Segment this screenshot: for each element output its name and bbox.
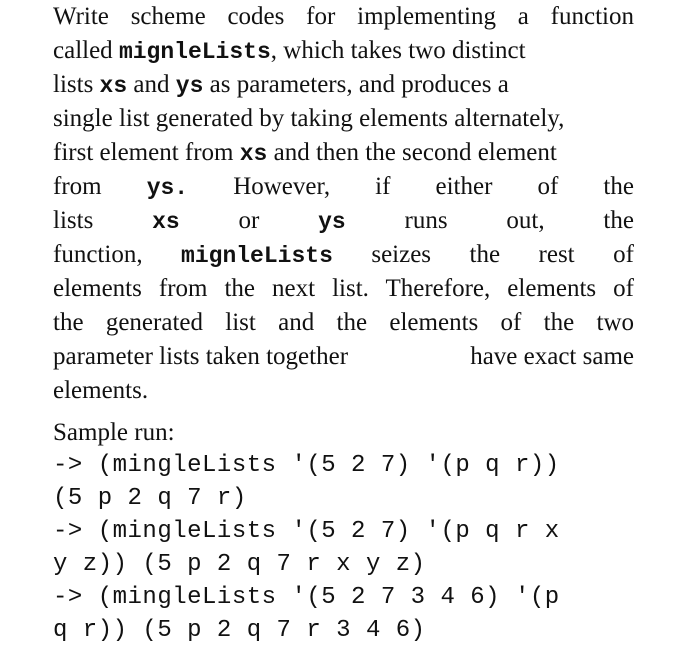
word: the [603, 207, 634, 234]
word: of [613, 241, 634, 268]
text: lists [53, 71, 100, 98]
word: function, [53, 241, 143, 268]
text-line-7 [53, 204, 634, 238]
text: and [127, 71, 176, 98]
text-line-9 [53, 272, 634, 306]
document [53, 0, 634, 647]
param-ys-code: ys [175, 73, 204, 99]
code-line: -> (mingleLists '(5 2 7 3 4 6) '(p [53, 584, 560, 611]
text-line-2 [53, 34, 634, 68]
text-line-3 [53, 68, 634, 102]
sample-run-heading: Sample run: [53, 419, 175, 446]
word: or [238, 207, 260, 234]
text: the generated list and the elements of the two [53, 309, 634, 336]
text-line-6 [53, 170, 634, 204]
text: as parameters, and produces a [203, 71, 509, 98]
word: of [537, 173, 559, 200]
param-ys-code: ys [318, 209, 346, 235]
text: parameter lists taken together [53, 343, 349, 370]
problem-statement [53, 0, 634, 408]
param-xs-code: xs [152, 209, 180, 235]
word: either [435, 173, 493, 200]
word: seizes [371, 241, 432, 268]
word: However, [233, 173, 331, 200]
word: runs [404, 207, 448, 234]
text-line-1 [53, 0, 634, 34]
code-line: -> (mingleLists '(5 2 7) '(p q r x [53, 518, 560, 545]
word: lists [53, 207, 94, 234]
text: have exact same [470, 343, 634, 370]
text: and then the second element [267, 139, 557, 166]
text-line-5 [53, 136, 634, 170]
word: from [53, 173, 102, 200]
text-line-4 [53, 102, 634, 136]
word: the [603, 173, 634, 200]
text: elements. [53, 377, 149, 404]
text-line-12 [53, 374, 634, 408]
word: rest [538, 241, 575, 268]
word: if [375, 173, 391, 200]
text: first element from [53, 139, 240, 166]
param-xs-code: xs [99, 73, 128, 99]
text: , which takes two distinct [270, 37, 526, 64]
word: the [469, 241, 501, 268]
param-xs-code: xs [239, 141, 268, 167]
function-name-code: mignleLists [118, 39, 271, 65]
code-line: q r)) (5 p 2 q 7 r 3 4 6) [53, 617, 426, 644]
code-line: -> (mingleLists '(5 2 7) '(p q r)) [53, 452, 560, 479]
text: Write scheme codes for implementing a function [53, 3, 634, 30]
word: out, [506, 207, 545, 234]
function-name-code: mignleLists [181, 243, 333, 269]
text-line-8 [53, 238, 634, 272]
text-line-10 [53, 306, 634, 340]
code-line: y z)) (5 p 2 q 7 r x y z) [53, 551, 426, 578]
param-ys-code: ys. [146, 175, 189, 201]
text: called [53, 37, 119, 64]
code-line: (5 p 2 q 7 r) [53, 485, 247, 512]
text: elements from the next list. Therefore, elements of [53, 275, 634, 302]
text-line-11 [53, 340, 634, 374]
text: single list generated by taking elements alternately, [53, 105, 565, 132]
sample-run-code [53, 449, 634, 647]
